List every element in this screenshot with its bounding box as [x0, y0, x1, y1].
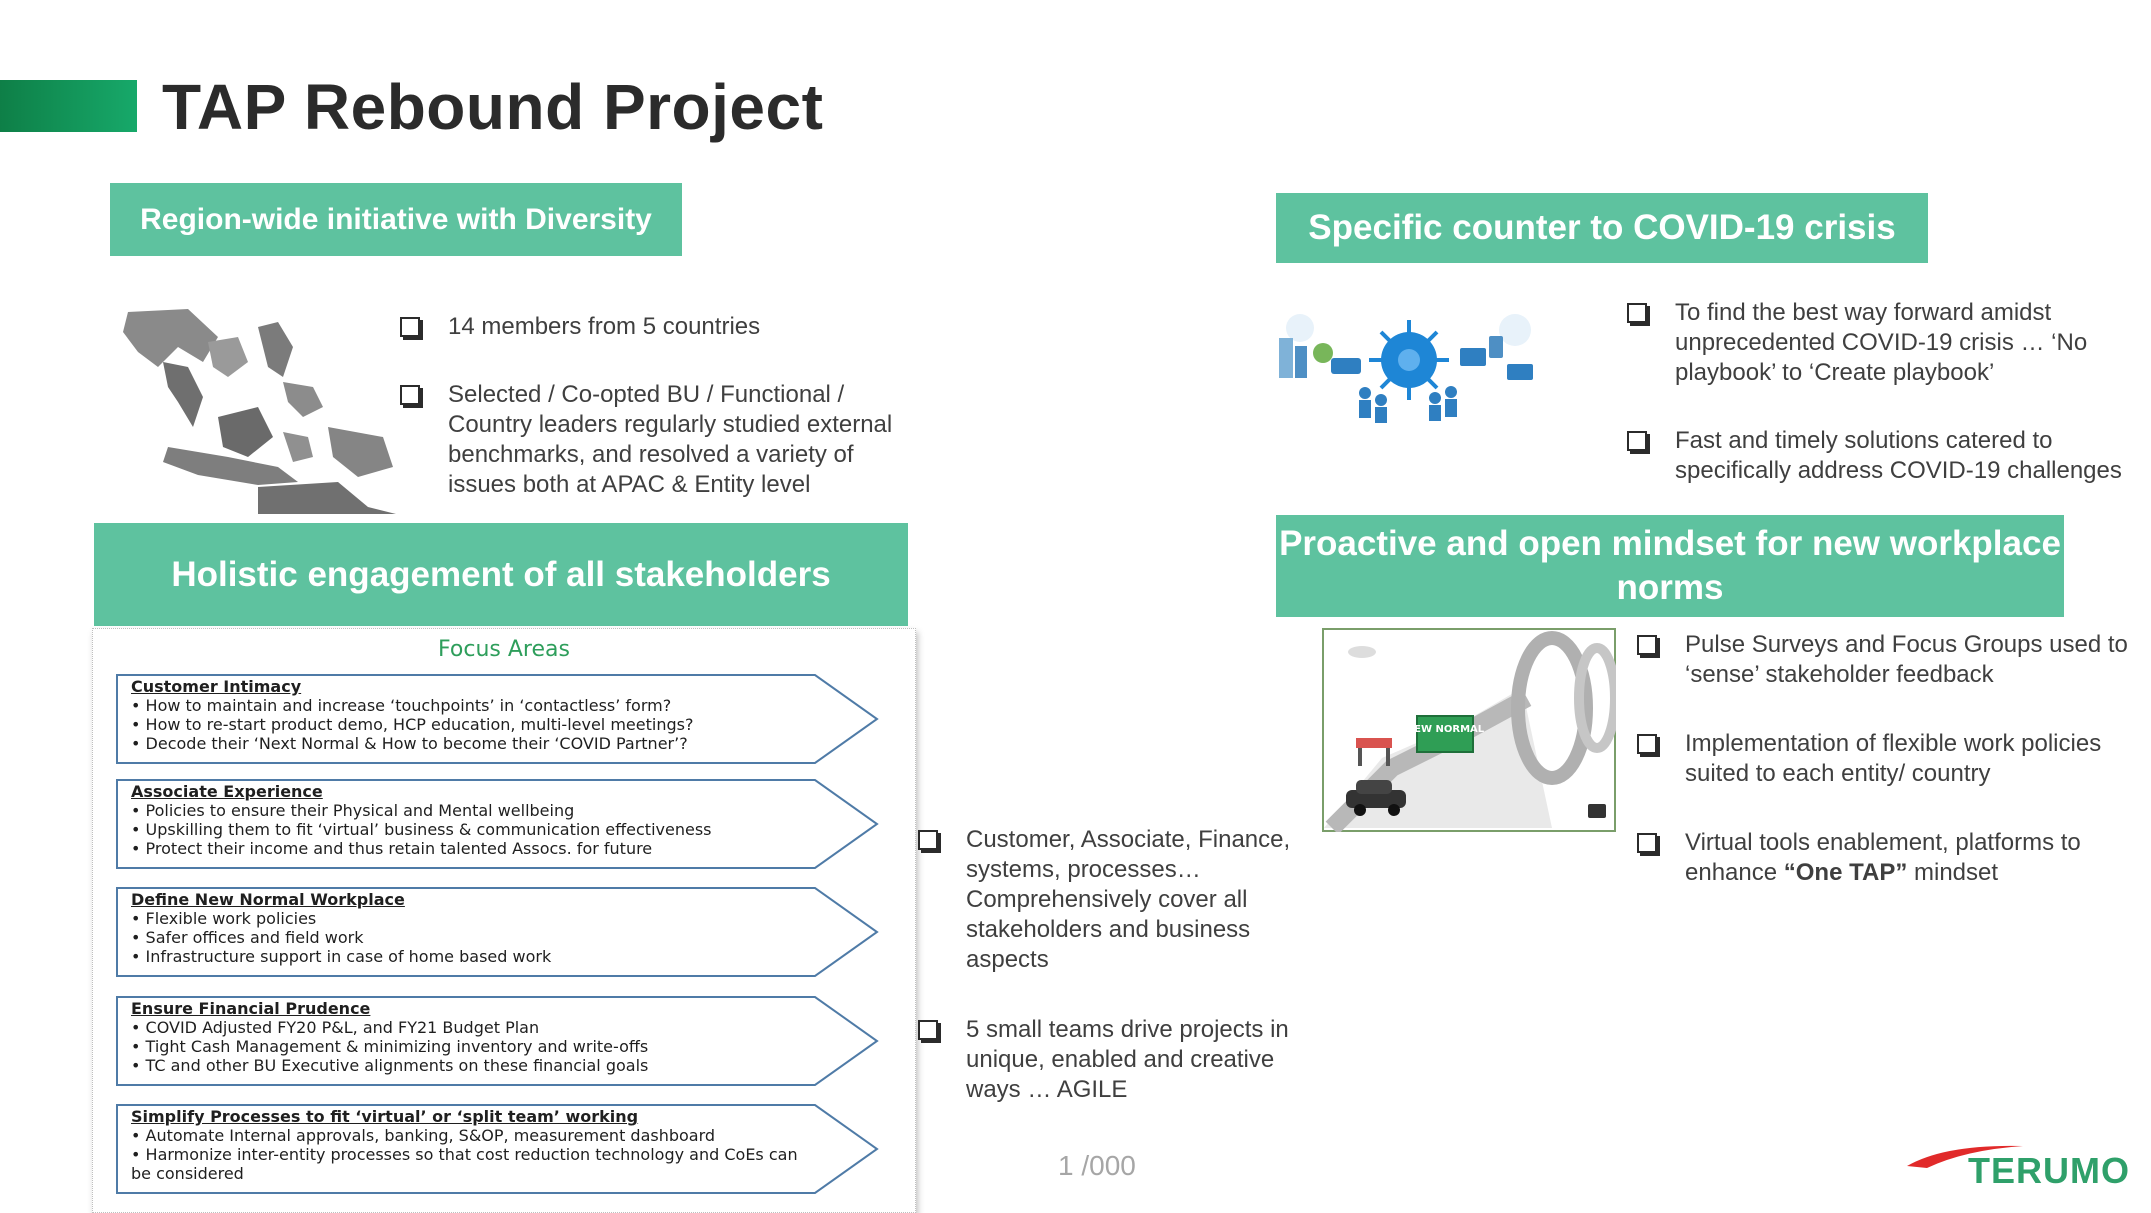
focus-area-simplify-processes	[115, 1103, 881, 1195]
new-normal-road-illustration	[1322, 628, 1616, 832]
region-bullet-2: Selected / Co-opted BU / Functional / Country leaders regularly studied external benchmarks, and resolved a variety of issues both at APAC & Entity level	[400, 380, 920, 500]
focus-point: • COVID Adjusted FY20 P&L, and FY21 Budget Plan	[131, 1018, 821, 1037]
covid-bullet-1: To find the best way forward amidst unprecedented COVID-19 crisis … ‘No playbook’ to ‘Create playbook’	[1627, 298, 2132, 388]
checkbox-icon	[400, 317, 420, 337]
holistic-bullet-list	[918, 825, 1313, 1105]
focus-area-heading: Customer Intimacy	[131, 677, 302, 696]
focus-area-heading: Associate Experience	[131, 782, 323, 801]
focus-point: • Tight Cash Management & minimizing inventory and write-offs	[131, 1037, 821, 1056]
focus-area-heading: Simplify Processes to fit ‘virtual’ or ‘split team’ working	[131, 1107, 639, 1126]
holistic-bullet-2: 5 small teams drive projects in unique, enabled and creative ways … AGILE	[918, 1015, 1313, 1105]
focus-point: • Infrastructure support in case of home based work	[131, 947, 821, 966]
proactive-header: Proactive and open mindset for new workplace norms	[1276, 515, 2064, 617]
cartoon-logo-icon	[1588, 804, 1606, 818]
holistic-bullet-1: Customer, Associate, Finance, systems, processes… Comprehensively cover all stakeholders and business aspects	[918, 825, 1313, 975]
checkbox-icon	[1627, 431, 1647, 451]
focus-point: • Safer offices and field work	[131, 928, 821, 947]
focus-point: • Harmonize inter-entity processes so that cost reduction technology and CoEs can be considered	[131, 1145, 821, 1183]
focus-point: • Policies to ensure their Physical and Mental wellbeing	[131, 801, 821, 820]
checkbox-icon	[918, 1020, 938, 1040]
proactive-bullet-1: Pulse Surveys and Focus Groups used to ‘sense’ stakeholder feedback	[1637, 630, 2137, 690]
focus-point: • Automate Internal approvals, banking, S&OP, measurement dashboard	[131, 1126, 821, 1145]
focus-point: • How to maintain and increase ‘touchpoints’ in ‘contactless’ form?	[131, 696, 821, 715]
focus-area-associate-experience	[115, 778, 881, 870]
region-bullet-list	[400, 312, 920, 500]
checkbox-icon	[1627, 303, 1647, 323]
checkbox-icon	[1637, 635, 1657, 655]
checkbox-icon	[1637, 833, 1657, 853]
focus-area-financial-prudence	[115, 995, 881, 1087]
title-accent-bar	[0, 80, 137, 132]
proactive-bullet-2: Implementation of flexible work policies suited to each entity/ country	[1637, 729, 2137, 789]
terumo-logo	[1905, 1140, 2130, 1192]
road-sign-label: NEW NORMAL	[1405, 724, 1485, 735]
proactive-bullet-list	[1637, 630, 2137, 888]
covid-bullet-list	[1627, 298, 2132, 486]
holistic-header: Holistic engagement of all stakeholders	[94, 523, 908, 626]
focus-point: • Protect their income and thus retain talented Assocs. for future	[131, 839, 821, 858]
covid-virus-illustration	[1275, 308, 1543, 426]
proactive-bullet-3: Virtual tools enablement, platforms to enhance “One TAP” mindset	[1637, 828, 2137, 888]
focus-point: • Upskilling them to fit ‘virtual’ business & communication effectiveness	[131, 820, 821, 839]
focus-point: • Decode their ‘Next Normal & How to become their ‘COVID Partner’?	[131, 734, 821, 753]
region-header: Region-wide initiative with Diversity	[110, 183, 682, 256]
focus-area-customer-intimacy	[115, 673, 881, 765]
checkbox-icon	[918, 830, 938, 850]
region-bullet-1: 14 members from 5 countries	[400, 312, 920, 342]
virus-icon	[1369, 320, 1449, 400]
focus-area-heading: Define New Normal Workplace	[131, 890, 405, 909]
focus-point: • How to re-start product demo, HCP education, multi-level meetings?	[131, 715, 821, 734]
focus-areas-title: Focus Areas	[438, 637, 570, 662]
terumo-wordmark: TERUMO	[1968, 1150, 2130, 1191]
checkbox-icon	[400, 385, 420, 405]
one-tap-emphasis: “One TAP”	[1783, 859, 1908, 886]
focus-areas-panel	[92, 628, 916, 1213]
focus-point: • TC and other BU Executive alignments on these financial goals	[131, 1056, 821, 1075]
road-barrier	[1356, 738, 1392, 748]
focus-point: • Flexible work policies	[131, 909, 821, 928]
southeast-asia-map-image	[108, 307, 396, 514]
covid-header: Specific counter to COVID-19 crisis	[1276, 193, 1928, 263]
checkbox-icon	[1637, 734, 1657, 754]
page-number: 1 /000	[1058, 1150, 1136, 1181]
page-title: TAP Rebound Project	[162, 71, 824, 143]
focus-area-heading: Ensure Financial Prudence	[131, 999, 371, 1018]
covid-bullet-2: Fast and timely solutions catered to specifically address COVID-19 challenges	[1627, 426, 2132, 486]
focus-area-new-normal-workplace	[115, 886, 881, 978]
